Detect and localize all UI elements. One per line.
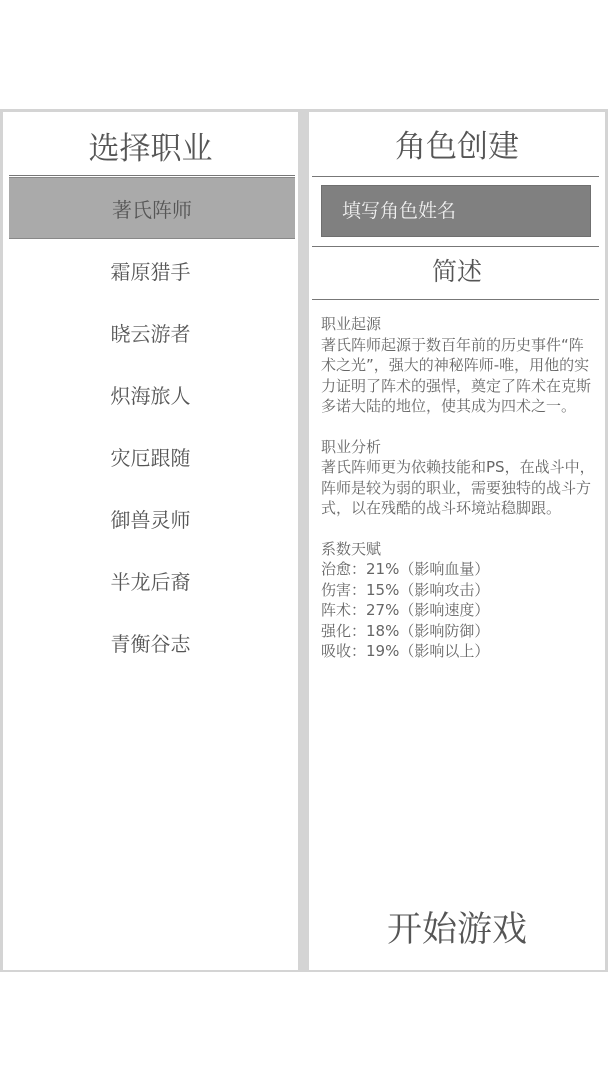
job-item-2[interactable] [3,239,298,301]
description-text [321,314,597,662]
talent-line: 治愈：21%（影响血量） [321,560,490,578]
job-item-label: 灾厄跟随 [110,445,191,470]
job-item-8[interactable] [3,611,298,673]
talent-line: 阵术：27%（影响速度） [321,601,490,619]
origin-heading: 职业起源 [321,315,382,333]
job-item-label: 御兽灵师 [110,507,191,532]
job-item-label: 半龙后裔 [110,569,191,594]
job-item-label: 青衡谷志 [110,631,191,656]
job-item-1[interactable] [9,177,295,239]
name-divider [312,246,599,247]
job-item-4[interactable] [3,363,298,425]
job-item-5[interactable] [3,425,298,487]
title-divider [312,176,599,177]
talent-heading: 系数天赋 [321,539,382,558]
job-select-panel [3,112,298,970]
job-item-6[interactable] [3,487,298,549]
talent-line: 强化：18%（影响防御） [321,621,490,640]
talent-line: 吸收：19%（影响以上） [321,642,490,660]
job-item-7[interactable] [3,549,298,611]
job-item-3[interactable] [3,301,298,363]
job-item-label: 著氏阵师 [112,197,192,222]
job-select-title: 选择职业 [88,131,213,167]
analysis-heading: 职业分析 [321,437,382,456]
analysis-text: 著氏阵师更为依赖技能和PS，在战斗中，阵师是较为弱的职业，需要独特的战斗方式，以在残酷的战斗环境站稳脚跟。 [321,458,595,517]
character-create-panel [309,112,605,970]
origin-text: 著氏阵师起源于数百年前的历史事件“阵术之光”，强大的神秘阵师-唯，用他的实力证明了阵术的强悍，奠定了阵术在克斯多诺大陆的地位，使其成为四术之一。 [321,335,592,415]
start-game-button[interactable]: 开始游戏 [386,910,527,950]
job-item-label: 炽海旅人 [110,383,191,408]
character-create-title: 角色创建 [395,129,519,165]
job-item-label: 晓云游者 [110,321,191,346]
description-title: 简述 [431,257,482,286]
title-divider [9,175,295,176]
job-item-label: 霜原猎手 [110,259,191,284]
name-input[interactable] [342,186,590,236]
talent-line: 伤害：15%（影响攻击） [321,580,490,599]
name-field[interactable] [321,185,591,237]
description-divider [312,299,599,300]
